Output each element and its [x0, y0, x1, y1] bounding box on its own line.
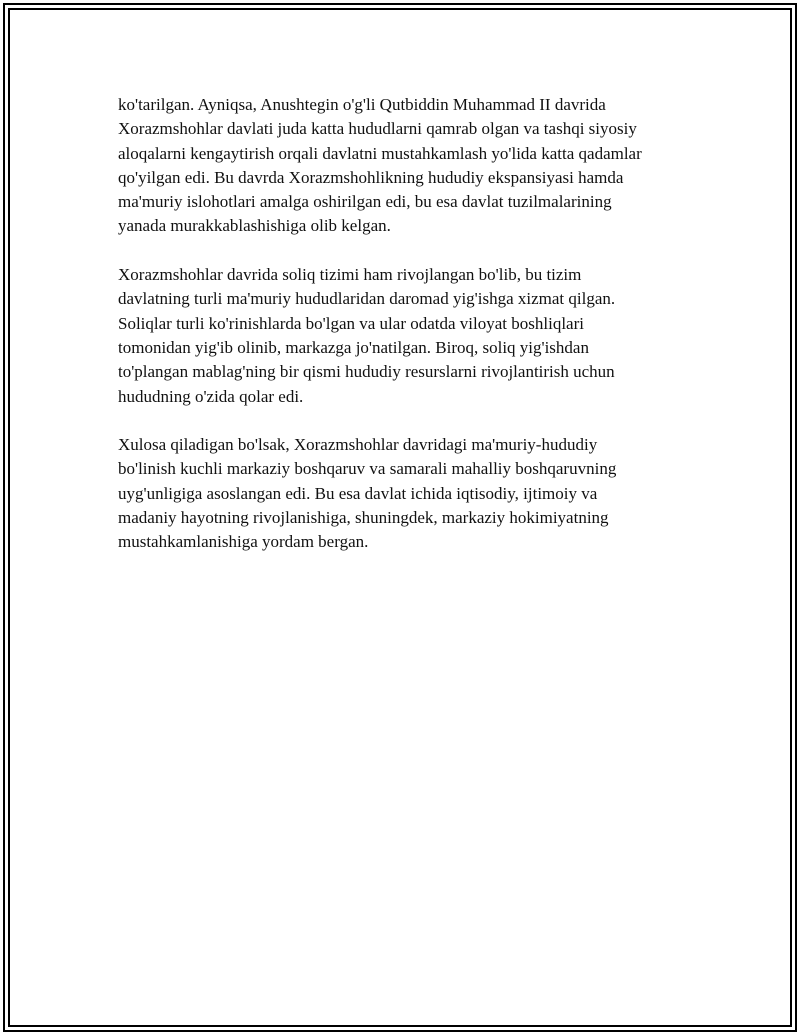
- paragraph-3: Xulosa qiladigan bo'lsak, Xorazmshohlar davridagi ma'muriy-hududiy bo'linish kuchli markaziy boshqaruv va samarali mahalliy boshqaruvning uyg'unligiga asoslangan edi. Bu esa davlat ichida iqtisodiy, ijtimoiy va madaniy hayotning rivojlanishiga, shuningdek, markaziy hokimiyatning mustahkamlanishiga yordam bergan.: [118, 435, 617, 552]
- document-body: [118, 93, 698, 555]
- paragraph-1: ko'tarilgan. Ayniqsa, Anushtegin o'g'li Qutbiddin Muhammad II davrida Xorazmshohlar davlati juda katta hududlarni qamrab olgan va tashqi siyosiy aloqalarni kengaytirish orqali davlatni mustahkamlash yo'lida katta qadamlar qo'yilgan edi. Bu davrda Xorazmshohlikning hududiy ekspansiyasi hamda ma'muriy islohotlari amalga oshirilgan edi, bu esa davlat tuzilmalarining yanada murakkablashishiga olib kelgan.: [118, 95, 642, 236]
- paragraph-2: Xorazmshohlar davrida soliq tizimi ham rivojlangan bo'lib, bu tizim davlatning turli ma'muriy hududlaridan daromad yig'ishga xizmat qilgan. Soliqlar turli ko'rinishlarda bo'lgan va ular odatda viloyat boshliqlari tomonidan yig'ib olinib, markazga jo'natilgan. Biroq, soliq yig'ishdan to'plangan mablag'ning bir qismi hududiy resurslarni rivojlantirish uchun hududning o'zida qolar edi.: [118, 265, 616, 406]
